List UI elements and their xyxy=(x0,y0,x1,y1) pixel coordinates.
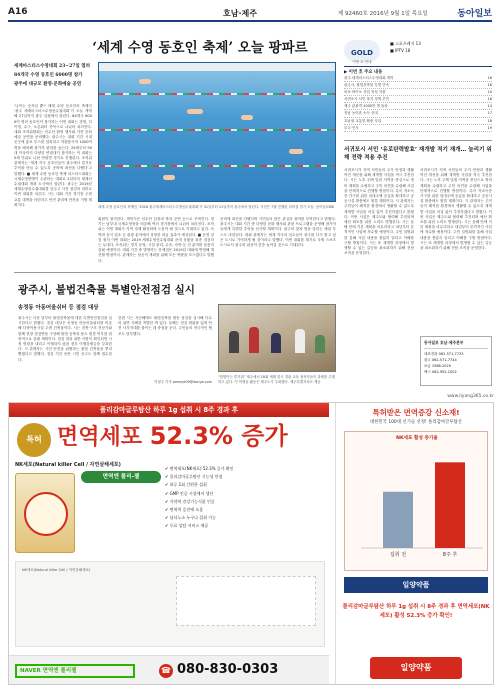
chart-category-label: 섭취 전 xyxy=(389,552,407,558)
phone-icon: ☎ xyxy=(159,664,173,678)
section-name: 호남·제주 xyxy=(223,9,257,18)
gwangju-byline: 이형주 기자 peneye09@donga.com xyxy=(154,380,212,384)
ad-bullet: ✔ 면역세포(NK세포) 52.3% 증가 확인 xyxy=(165,466,234,471)
contents-box xyxy=(344,38,492,136)
toc-row[interactable]: 의료·바이오 산업 육성 지원 15 xyxy=(344,89,492,96)
divider xyxy=(14,272,336,273)
toc-row[interactable]: 광주 세계마스터스수영대회 개막 16 xyxy=(344,75,492,82)
toc-row[interactable]: 호남권 교통망 확충 사업 18 xyxy=(344,118,492,125)
toc-item[interactable]: ■ IPTV 18 xyxy=(390,48,411,53)
ad-bullet: ✔ 식약처 건강기능식품 인증 xyxy=(165,498,215,504)
students-photo xyxy=(218,304,336,372)
main-article-body: ‘나이는 숫자일 뿐!’ 세계 수영 동호인의 축제인 ‘광주 세계마스터스수영선수권대회’가 오늘 개막해 27일까지 광주 일원에서 열린다. 84개국 6000여 명의 동호인이 참가하는 이번 대회는 경영, 다이빙, 수구, 오픈워터 종목으로 나뉘어 치러진다. 대회 조직위원회는 선수단 환영 행사와 각종 문화예술 공연을 준비했다. 광주시는 대회 기간 시내 곳곳에 홍보 부스를 설치하고 자원봉사자 1000여 명을 배치해 참가자 편의를 돕는다. 25세부터 90대 이상까지 다양한 연령대가 참가하는 이 대회는 5세 단위로 나뉜 연령별 경기로 진행된다. 조직위 관계자는 ‘세계 각국 동호인들이 광주에서 즐거운 추억을 만들 수 있도록 준비에 최선을 다했다’고 말했다. ■ 세계 수영 동호인 축제 마스터스대회는 국제수영연맹이 주관하는 대회로 2년마다 세계선수권대회 개최 도시에서 열린다. 광주는 2019년 세계수영선수권대회를 앞두고 사전 점검의 의미로 이번 대회를 치른다. 시는 대회 기간 경기장 주변 교통 대책을 마련하고 안전 관리에 만전을 기할 계획이다. xyxy=(14,104,92,207)
main-deck: 세계마스터스수영대회 23~27일 열려 84개국 수영 동호인 6000명 참가 광주에 대규모 환영·문화예술 공연 xyxy=(14,64,90,87)
contact-line: 대표전화 062-571-7733 xyxy=(424,352,464,356)
chart-bar xyxy=(435,462,465,548)
right-ad-headline: 특허받은 면역증강 신소재! xyxy=(372,408,460,417)
chart-bar xyxy=(383,492,413,548)
gwangju-body-2: 한편 시는 지난해에도 불법건축물 합동 점검을 실시해 다수의 위반 사례를 적발한 바 있다. 올해는 점검 범위를 넓혀 안전 사각지대를 줄이는 데 중점을 둔다. 주민들의 적극적인 협조도 당부했다. xyxy=(118,316,212,336)
chart-title: NK세포 활성 증가율 xyxy=(396,436,438,441)
advertisement[interactable] xyxy=(8,402,494,685)
contact-line: 광고 062-571-7744 xyxy=(424,358,457,362)
gwangju-body: 광주시는 다음 달부터 불법건축물에 대한 특별안전점검을 실시한다고 밝혔다. 점검 대상은 송정동 아동어울쉬터를 비롯해 다중이용시설 주변 건축물이다. 시는 건축·구조 전문가와 함께 현장 점검반을 구성해 불법 증축과 용도 변경 여부를 집중적으로 살필 계획이다. 점검 결과 위반 사항이 확인되면 시정 명령을 내리고 이행하지 않을 경우 이행강제금을 부과한다. 시 관계자는 시민 안전을 위협하는 불법 건축물을 뿌리 뽑겠다고 말했다. 점검 기간 동안 시민 신고도 함께 접수한다. xyxy=(18,316,112,362)
ad-phone[interactable]: 080-830-0303 xyxy=(177,662,279,677)
ad-bullet: ✔ 하루 1회 간편한 섭취 xyxy=(165,482,207,488)
product-image xyxy=(15,473,75,553)
newspaper-logo: 동아일보 xyxy=(457,9,492,19)
ad-tagline: 폴리감마글루탐산 하루 1g 섭취 시 8주 경과 후 xyxy=(9,403,329,417)
company-logo: 일양약품 xyxy=(370,657,462,679)
ad-subtitle: NK세포(Natural killer Cell / 자연살해세포) xyxy=(15,462,121,468)
patent-badge: 특허 xyxy=(17,423,51,457)
photo-credit: 제주특별자치도 제공 xyxy=(289,379,321,384)
ad-url[interactable]: www.ilyang365.co.kr xyxy=(447,394,494,399)
gwangju-subhead: 송정동 아동어울쉬터 등 점검 대상 xyxy=(18,305,99,311)
photo-caption-2: “한밤이는 즐거워” 제주에서 18회 세계 한국 경관 교육 참석자들이 과제를 수행하고 있다. 이 학생들 활동은 제주도가 주최했다. 제주특별자치도 제공 xyxy=(218,375,335,384)
page-header xyxy=(8,6,492,22)
gwangju-headline: 광주시, 불법건축물 특별안전점검 실시 xyxy=(18,284,195,296)
chart-category-label: 8주 후 xyxy=(442,552,458,558)
side-headline: 서귀포시 서민 ‘유로탄력발효’ 재개발 적기 재개… 늘리기 위해 전략 적용 추진 xyxy=(344,147,492,161)
toc-row[interactable]: 광주시, 불법건축물 특별 단속 16 xyxy=(344,82,492,89)
naver-search-box[interactable]: NAVER 면역엔 폴리젤 xyxy=(15,664,135,678)
issue-date: 제 92460호 2016년 9월 1일 목요일 xyxy=(338,11,428,17)
gold-logo: GOLD 이번 호 안내 xyxy=(344,40,380,62)
ad-headline: 면역세포 52.3% 증가 xyxy=(57,422,288,450)
contact-line: 보급 1588-2020 xyxy=(424,364,451,368)
ad-text-panel: NK세포(Natural killer Cell / 자연살해세포) xyxy=(15,561,325,647)
contact-box xyxy=(420,336,492,386)
toc-item[interactable]: ■ 스포츠레저 13 xyxy=(390,41,421,46)
ad-bullet: ✔ 남녀노소 누구나 섭취 가능 xyxy=(165,515,216,521)
ad-brand-pill[interactable]: 면역엔 폴리-젤 xyxy=(81,471,161,483)
right-ad-bottom: 폴리감마글루탐산 하루 1g 섭취 시 8주 경과 후 면역세포(NK세포) 활성 52.3% 증가 확인! xyxy=(342,604,490,619)
ad-footer xyxy=(9,655,329,685)
right-ad xyxy=(335,403,494,685)
side-article-body: 서귀포시가 지역 서민들의 주거 안정과 생활 여건 개선을 위해 재개발 사업을 적극 추진한다. 시는 노후 주택 밀집 지역을 중심으로 정비 계획을 수립하고 주민 의견을 수렴해 사업을 단계적으로 진행할 방침이다. 특히 저소득층 가구를 위한 임대주택 공급을 확대하고 공공시설 확충에도 힘쓸 계획이다. 시 관계자는 주민들이 쾌적한 환경에서 생활할 수 있도록 재개발 사업을 차질 없이 추진하겠다고 밝혔다. 이번 사업은 제주도와 협력해 추진되며 예산 확보를 위한 노력도 병행한다. 시는 올해 안에 기본 계획을 마무리하고 내년부터 본격적인 사업에 착수할 예정이다. 주민 설명회를 통해 사업 내용을 충분히 알리고 이해를 구할 방침이다. 시는 또 재개발 과정에서 발생할 수 있는 갈등을 최소화하기 위해 전담 조직을 운영한다. xyxy=(344,168,414,256)
right-ad-brand: 일양약품 xyxy=(344,577,488,593)
chart-box xyxy=(344,431,488,571)
main-headline: ‘세계 수영 동호인 축제’ 오늘 팡파르 xyxy=(92,40,308,56)
page-number: A16 xyxy=(8,7,28,17)
toc-row[interactable]: 전남 농어촌 소득 증대 17 xyxy=(344,110,492,117)
ad-bullet: ✔ 무료 상담 서비스 제공 xyxy=(165,523,209,529)
side-article-body-2: 서귀포시가 지역 서민들의 주거 안정과 생활 여건 개선을 위해 재개발 사업을 적극 추진한다. 시는 노후 주택 밀집 지역을 중심으로 정비 계획을 수립하고 주민 의견을 수렴해 사업을 단계적으로 진행할 방침이다. 특히 저소득층 가구를 위한 임대주택 공급을 확대하고 공공시설 확충에도 힘쓸 계획이다. 시 관계자는 주민들이 쾌적한 환경에서 생활할 수 있도록 재개발 사업을 차질 없이 추진하겠다고 밝혔다. 이번 사업은 제주도와 협력해 추진되며 예산 확보를 위한 노력도 병행한다. 시는 올해 안에 기본 계획을 마무리하고 내년부터 본격적인 사업에 착수할 예정이다. 주민 설명회를 통해 사업 내용을 충분히 알리고 이해를 구할 방침이다. 시는 또 재개발 과정에서 발생할 수 있는 갈등을 최소화하기 위해 전담 조직을 운영한다. xyxy=(420,168,492,251)
toc-row[interactable]: 서귀포시 서민 복지 정책 추진 16 xyxy=(344,96,492,103)
ad-bullet: ✔ 면역력 증진에 도움 xyxy=(165,507,204,513)
article-column-middle: 회원이 참가한다. 개막식은 선수단 입장과 축하 공연 등으로 꾸며진다. 경기는 남부대 국제수영장을 비롯해 여러 경기장에서 나뉘어 치러진다. 조직위는 이번 대회가 지역 경제 활성화에 도움이 될 것으로 기대하고 있다. 숙박과 음식 업소 등 관광 분야에서 상당한 파급 효과가 예상된다. ■ 운영 점검 철저 이번 대회는 2019 세계수영선수권대회 준비 상황을 최종 점검하는 무대다. 조직위는 경기 운영, 시설 관리, 수송, 숙박 등 전 분야를 꼼꼼히 살필 예정이다. 대회 기간 중 발생하는 문제점은 2019년 대회에 반영해 개선할 방침이다. 관계자는 성공적 개최를 위해 모든 역량을 모으겠다고 말했다. xyxy=(98,217,214,263)
ad-bullet-list xyxy=(165,465,325,531)
toc-list xyxy=(344,75,492,132)
divider xyxy=(344,140,492,141)
toc-title: ▶ 이번 호 주요 내용 xyxy=(344,66,492,75)
contact-line: 팩스 062-952-1002 xyxy=(424,370,457,374)
ad-bullet: ✔ GMP 인증 시설에서 생산 xyxy=(165,490,214,496)
photo-caption-1: 세계 수영 동호인의 축제인 ‘2016 광주세계마스터스수영선수권대회’가 31일부터 11일까지 광주에서 열린다. 사진은 7월 진행된 리허설 경기 모습. 동아일보DB xyxy=(98,205,334,209)
article-column-right: 준비에 최선을 다했다며 시민들의 많은 관심과 참여를 부탁한다고 밝혔다. 광주시는 대회 기간 중 다양한 문화 행사와 관광 프로그램을 운영해 참가자들에게 특별한 추억을 선사할 계획이다. 광주의 맛과 멋을 알리는 체험 부스도 마련된다. 대회 관계자는 세계 각국의 선수들이 광주를 다시 찾고 싶은 도시로 기억하게 될 것이라고 말했다. 이번 대회를 계기로 국제 스포츠 도시로서 광주의 위상이 한층 높아질 것으로 기대된다. xyxy=(220,217,336,248)
nk-cell-chart xyxy=(347,446,487,564)
right-ad-sub: 대한민국 100대 신기술 선정! 폴리감마글루탐산 xyxy=(369,420,463,425)
contact-title: 동아일보 호남·제주본부 xyxy=(424,340,488,349)
toc-row[interactable]: 부고·인사 19 xyxy=(344,125,492,132)
ad-bullet: ✔ 폴리감마글루탐산 기능성 인정 xyxy=(165,474,223,480)
swimming-photo xyxy=(98,62,336,202)
toc-row[interactable]: 제주 관광객 1000만 명 돌파 14 xyxy=(344,103,492,110)
